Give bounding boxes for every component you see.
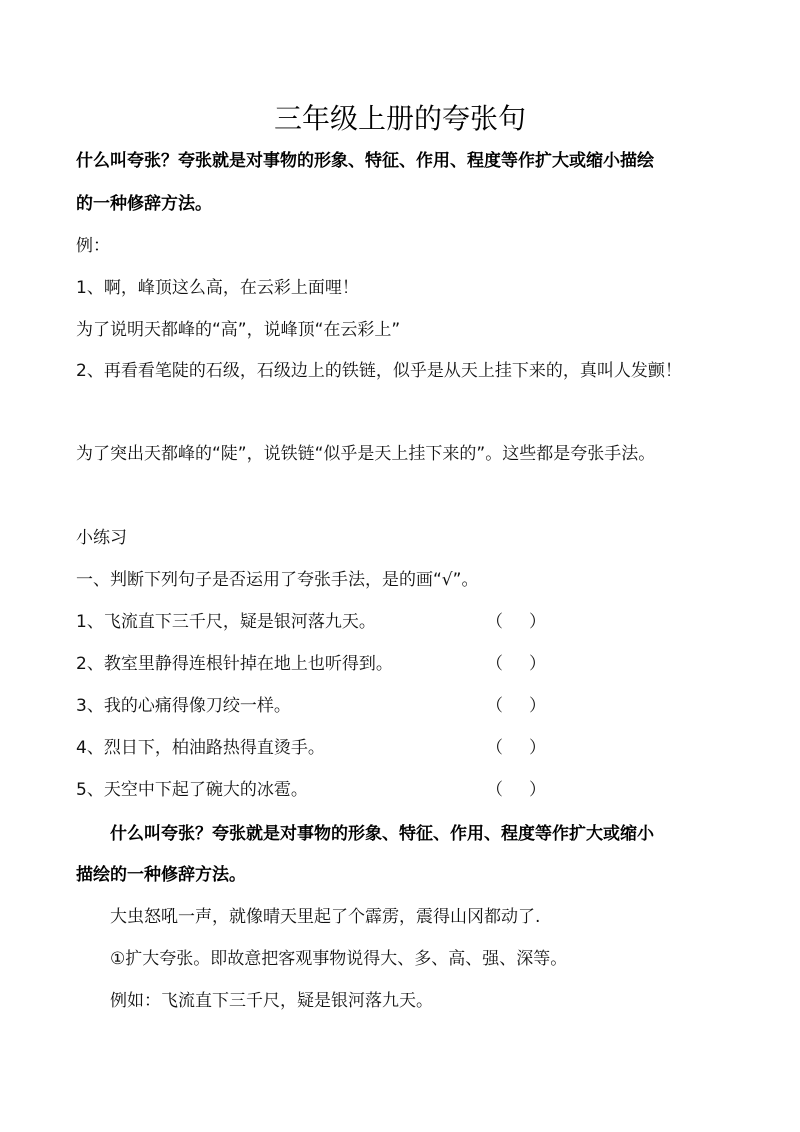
practice-instruction: 一、判断下列句子是否运用了夸张手法，是的画“√”。 [76,570,479,590]
bracket-close: ） [529,696,546,716]
practice-item-text: 4、烈日下，柏油路热得直烫手。 [76,738,325,758]
bracket-close: ） [529,612,546,632]
example-1-sentence: 1、啊，峰顶这么高，在云彩上面哩！ [76,278,359,298]
definition2-line-1: 什么叫夸张？夸张就是对事物的形象、特征、作用、程度等作扩大或缩小 [110,824,654,844]
bracket-open: （ [486,780,503,800]
answer-bracket[interactable] [486,779,546,801]
example-2-explanation: 为了突出天都峰的“陡”，说铁链“似乎是天上挂下来的”。这些都是夸张手法。 [76,444,656,464]
page-title: 三年级上册的夸张句 [273,102,526,135]
example-1-explanation: 为了说明天都峰的“高”，说峰顶“在云彩上” [76,320,401,340]
type1-example: 例如：飞流直下三千尺，疑是银河落九天。 [110,991,433,1011]
bracket-open: （ [486,696,503,716]
definition2-line-2: 描绘的一种修辞方法。 [76,865,246,885]
practice-item-text: 2、教室里静得连根针掉在地上也听得到。 [76,654,393,674]
bracket-open: （ [486,654,503,674]
bracket-close: ） [529,738,546,758]
answer-bracket[interactable] [486,611,546,633]
bracket-open: （ [486,612,503,632]
example-label: 例： [76,236,110,256]
type1-description: ①扩大夸张。即故意把客观事物说得大、多、高、强、深等。 [110,949,568,969]
bracket-close: ） [529,780,546,800]
answer-bracket[interactable] [486,737,546,759]
bracket-close: ） [529,654,546,674]
bracket-open: （ [486,738,503,758]
practice-item-text: 1、飞流直下三千尺，疑是银河落九天。 [76,612,376,632]
answer-bracket[interactable] [486,653,546,675]
extra-example-sentence: 大虫怒吼一声，就像晴天里起了个霹雳，震得山冈都动了. [110,907,541,927]
answer-bracket[interactable] [486,695,546,717]
definition-line-2: 的一种修辞方法。 [76,194,212,214]
practice-item-text: 3、我的心痛得像刀绞一样。 [76,696,291,716]
practice-heading: 小练习 [76,528,127,548]
practice-item-text: 5、天空中下起了碗大的冰雹。 [76,780,308,800]
definition-line-1: 什么叫夸张？夸张就是对事物的形象、特征、作用、程度等作扩大或缩小描绘 [76,151,654,171]
example-2-sentence: 2、再看看笔陡的石级，石级边上的铁链，似乎是从天上挂下来的，真叫人发颤！ [76,361,682,381]
